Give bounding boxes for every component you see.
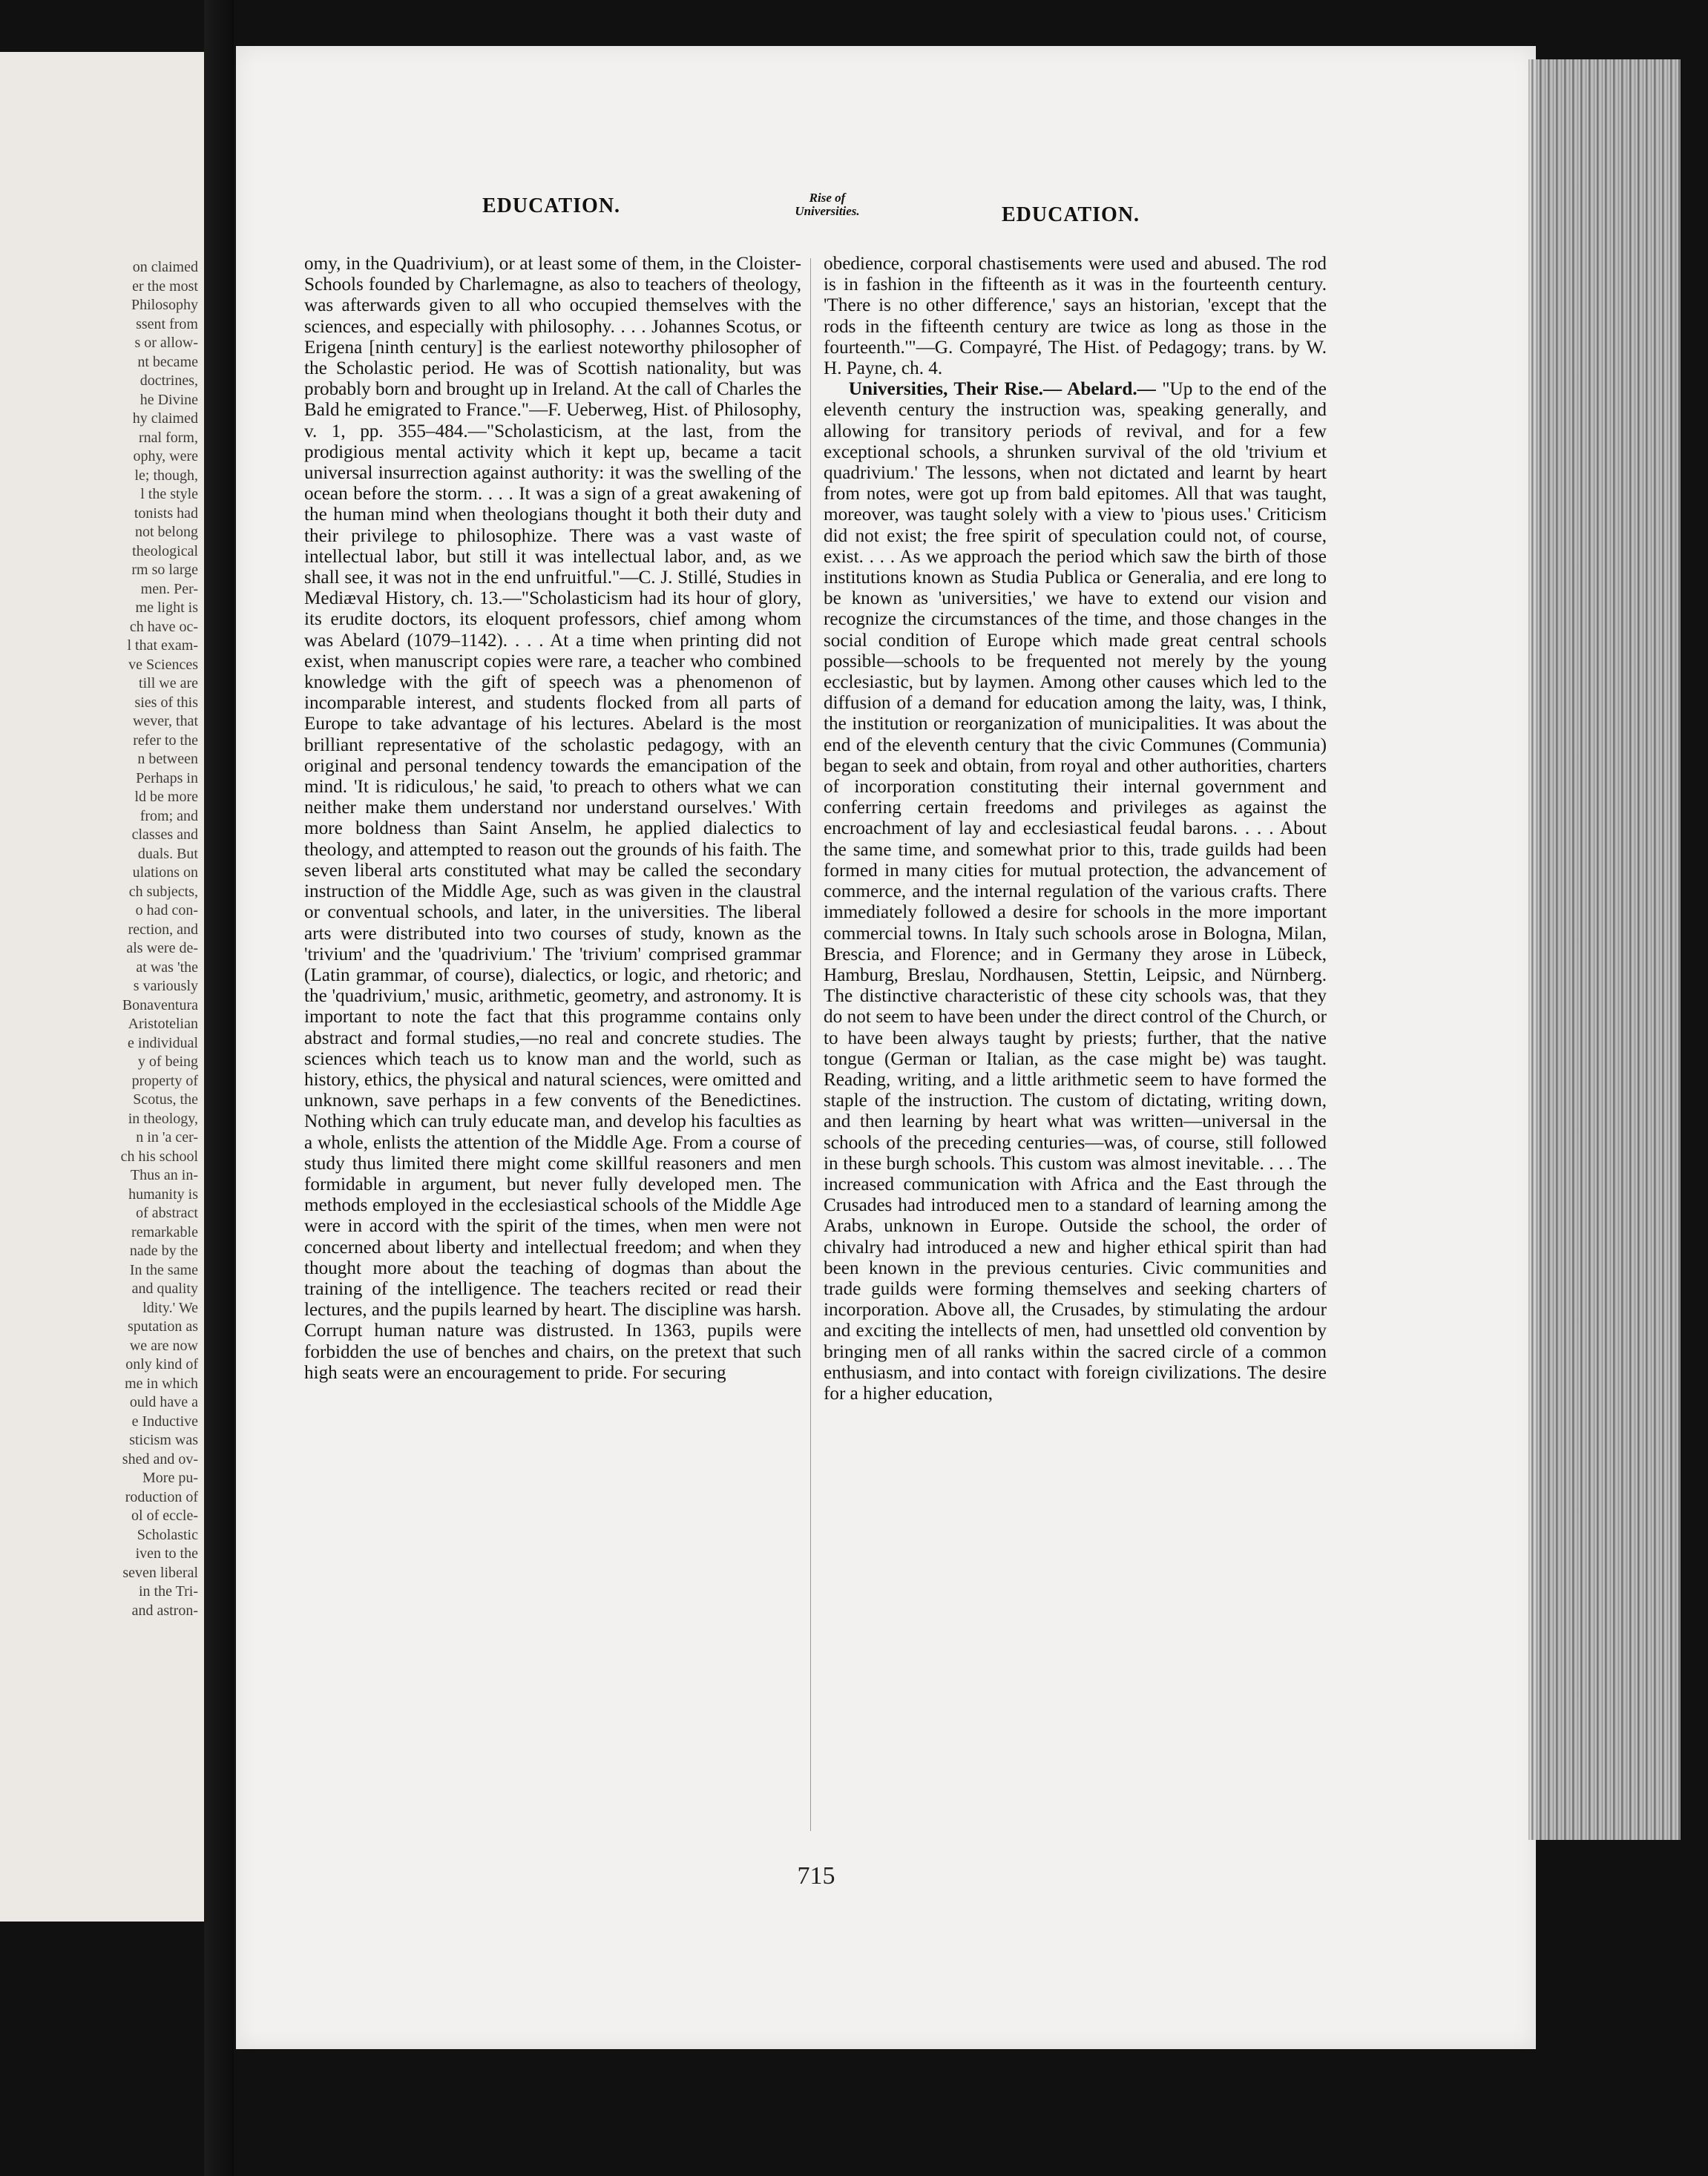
facing-page-line: me in which <box>125 1375 198 1392</box>
facing-page-line: me light is <box>135 599 198 616</box>
facing-page-line: ophy, were <box>133 448 198 464</box>
facing-page-line: ch subjects, <box>128 883 198 900</box>
facing-page-text <box>57 258 198 1620</box>
facing-page-line: theological <box>132 542 198 559</box>
column-divider <box>810 258 811 1831</box>
right-column-paragraph <box>824 379 1327 1404</box>
facing-page-line: on claimed <box>132 259 198 275</box>
facing-page <box>0 52 204 1922</box>
running-head-right: EDUCATION. <box>1002 203 1140 226</box>
facing-page-line: in the Tri- <box>138 1583 198 1600</box>
facing-page-line: y of being <box>137 1054 198 1070</box>
facing-page-line: roduction of <box>125 1488 198 1505</box>
page-edges <box>1528 59 1681 1840</box>
facing-page-line: Perhaps in <box>136 769 198 786</box>
facing-page-line: he Divine <box>139 391 198 408</box>
facing-page-line: er the most <box>132 277 198 295</box>
running-head-center <box>764 191 890 218</box>
facing-page-line: duals. But <box>137 845 198 862</box>
facing-page-line: seven liberal <box>122 1564 198 1581</box>
facing-page-line: doctrines, <box>139 372 198 389</box>
right-column <box>824 254 1327 1404</box>
facing-page-line: we are now <box>129 1337 198 1354</box>
facing-page-line: from; and <box>139 807 198 824</box>
facing-page-line: not belong <box>135 524 198 540</box>
facing-page-line: n in 'a cer- <box>136 1129 198 1145</box>
facing-page-line: shed and ov- <box>122 1450 198 1467</box>
facing-page-line: Bonaventura <box>122 996 198 1013</box>
facing-page-line: humanity is <box>128 1186 198 1203</box>
facing-page-line: rection, and <box>128 921 198 938</box>
facing-page-line: ch his school <box>120 1148 198 1165</box>
facing-page-line: s or allow- <box>134 335 198 351</box>
facing-page-line: men. Per- <box>140 580 198 597</box>
facing-page-line: of abstract <box>136 1205 198 1221</box>
facing-page-line: ld be more <box>134 789 198 805</box>
facing-page-line: n between <box>137 751 198 767</box>
facing-page-line: classes and <box>131 826 198 843</box>
book-gutter <box>204 0 234 2176</box>
facing-page-line: property of <box>131 1072 198 1089</box>
right-column-text-1: obedience, corporal chastisements were used and abused. The rod is in fashion in the fifteenth as it was in the fourteenth century. 'There is no other difference,' says an historian, 'except that the rods in the fifteenth century are twice as long as those in the fourteenth.'"—G. Compayré, The Hist. of Pedagogy; trans. by W. H. Payne, ch. 4. <box>824 254 1327 379</box>
facing-page-line: Thus an in- <box>130 1167 198 1183</box>
running-head-center-line2: Universities. <box>795 204 860 218</box>
facing-page-line: Scholastic <box>137 1526 198 1543</box>
facing-page-line: l the style <box>140 486 198 502</box>
facing-page-line: tonists had <box>134 504 198 522</box>
facing-page-line: le; though, <box>134 467 198 484</box>
facing-page-line: till we are <box>139 675 198 691</box>
running-head-left: EDUCATION. <box>482 194 621 217</box>
facing-page-line: More pu- <box>142 1470 198 1486</box>
facing-page-line: in theology, <box>128 1110 198 1127</box>
facing-page-line: nt became <box>137 353 198 370</box>
facing-page-line: wever, that <box>132 713 198 729</box>
facing-page-line: sputation as <box>128 1318 198 1335</box>
facing-page-line: ssent from <box>136 315 198 332</box>
facing-page-line: ch have oc- <box>129 618 198 635</box>
facing-page-line: Aristotelian <box>128 1016 198 1032</box>
facing-page-line: rm so large <box>131 562 198 578</box>
facing-page-line: ldity.' We <box>142 1299 198 1316</box>
facing-page-line: s variously <box>133 978 198 994</box>
facing-page-line: Philosophy <box>131 297 198 313</box>
facing-page-line: at was 'the <box>136 959 198 976</box>
facing-page-line: sticism was <box>129 1432 198 1448</box>
facing-page-line: l that exam- <box>127 637 198 654</box>
left-column-text: omy, in the Quadrivium), or at least some of them, in the Cloister-Schools founded by Charlemagne, as also to teachers of theology, was afterwards given to all who occupied themselves with the sciences, and especially with philosophy. . . . Johannes Scotus, or Erigena [ninth century] is the earliest noteworthy philosopher of the Scholastic period. He was of Scottish nationality, but was probably born and brought up in Ireland. At the call of Charles the Bald he emigrated to France."—F. Ueberweg, Hist. of Philosophy, v. 1, pp. 355–484.—"Scholasticism, at the last, from the prodigious mental activity which it kept up, became a tacit universal insurrection against authority: it was the swelling of the ocean before the storm. . . . It was a sign of a great awakening of the human mind when theologians thought it both their duty and their privilege to philosophize. There was a vast waste of intellectual labor, but still it was intellectual labor, and, as we shall see, it was not in the end unfruitful."—C. J. Stillé, Studies in Mediæval History, ch. 13.—"Scholasticism had its hour of glory, its erudite doctors, its eloquent professors, chief among whom was Abelard (1079–1142). . . . At a time when printing did not exist, when manuscript copies were rare, a teacher who combined knowledge with the gift of speech was a phenomenon of incomparable interest, and students flocked from all parts of Europe to take advantage of his lectures. Abelard is the most brilliant representative of the scholastic pedagogy, with an original and personal tendency towards the emancipation of the mind. 'It is ridiculous,' he said, 'to preach to others what we can neither make them understand nor understand ourselves.' With more boldness than Saint Anselm, he applied dialectics to theology, and attempted to reason out the grounds of his faith. The seven liberal arts constituted what may be called the secondary instruction of the Middle Age, such as was given in the claustral or conventual schools, and later, in the universities. The liberal arts were distributed into two courses of study, known as the 'trivium' and the 'quadrivium.' The 'trivium' comprised grammar (Latin grammar, of course), dialectics, or logic, and rhetoric; and the 'quadrivium,' music, arithmetic, geometry, and astronomy. It is important to note the fact that this programme contains only abstract and formal studies,—no real and concrete studies. The sciences which teach us to know man and the world, such as history, ethics, the physical and natural sciences, were omitted and unknown, save perhaps in a few convents of the Benedictines. Nothing which can truly educate man, and develop his faculties as a whole, enlists the attention of the Middle Age. From a course of study thus limited there might come skillful reasoners and men formidable in argument, but never fully developed men. The methods employed in the ecclesiastical schools of the Middle Age were in accord with the spirit of the times, when men were not concerned about liberty and intellectual freedom; and when they thought more about the teaching of dogmas than about the training of the intelligence. The teachers recited or read their lectures, and the pupils learned by heart. The discipline was harsh. Corrupt human nature was distrusted. In 1363, pupils were forbidden the use of benches and chairs, on the pretext that such high seats were an encouragement to pride. For securing <box>304 254 801 1383</box>
facing-page-line: refer to the <box>133 732 198 749</box>
section-heading: Universities, Their Rise.— Abelard.— <box>848 379 1156 400</box>
right-column-text-2: "Up to the end of the eleventh century the instruction was, speaking generally, and allowing for transitory periods of revival, and for a few exceptional schools, a shrunken survival of the old 'trivium et quadrivium.' The lessons, when not dictated and learnt by heart from notes, were got up from bald epitomes. All that was taught, moreover, was taught solely with a view to 'pious uses.' Criticism did not exist; the free spirit of speculation could not, of course, exist. . . . As we approach the period which saw the birth of those institutions known as Studia Publica or Generalia, and ere long to be known as 'universities,' we have to extend our vision and recognize the circumstances of the time, and those changes in the social condition of Europe which made great central schools possible—schools to be frequented not merely by the young ecclesiastic, but by laymen. Among other causes which led to the diffusion of a demand for education among the laity, was, I think, the institution or reorganization of municipalities. It was about the end of the eleventh century that the civic Communes (Communia) began to seek and obtain, from royal and other authorities, charters of incorporation constituting their internal government and conferring certain freedoms and privileges as against the encroachment of lay and ecclesiastical feudal barons. . . . About the same time, and somewhat prior to this, trade guilds had been formed in many cities for mutual protection, the advancement of commerce, and the internal regulation of the various crafts. There immediately followed a desire for schools in the more important commercial towns. In Italy such schools arose in Bologna, Milan, Brescia, and Florence; and in Germany they arose in Lübeck, Hamburg, Breslau, Nordhausen, Stettin, Leipsic, and Nürnberg. The distinctive characteristic of these city schools was, that they do not seem to have been under the direct control of the Church, or to have been always taught by priests; further, that the native tongue (German or Italian, as the case might be) was taught. Reading, writing, and a little arithmetic seem to have formed the staple of the instruction. The custom of dictating, writing down, and then learning by heart what was written—universal in the schools of the preceding centuries—was, of course, still followed in these burgh schools. This custom was almost inevitable. . . . The increased communication with Africa and the East through the Crusades had introduced men to a standard of learning among the Arabs, unknown in Europe. Outside the school, the order of chivalry had introduced a new and higher ethical spirit than had been known in the previous centuries. Civic communities and trade guilds were forming themselves and seeking charters of incorporation. Above all, the Crusades, by stimulating the ardour and exciting the intellects of men, had unsettled old convention by bringing men of all ranks within the sacred circle of a common enthusiasm, and into contact with foreign civilizations. The desire for a higher education, <box>824 379 1327 1404</box>
facing-page-line: o had con- <box>135 902 198 918</box>
facing-page-line: and quality <box>131 1281 198 1297</box>
running-head-center-line1: Rise of <box>809 191 846 205</box>
facing-page-line: ould have a <box>129 1394 198 1410</box>
facing-page-line: ol of eccle- <box>131 1508 198 1524</box>
facing-page-line: als were de- <box>126 940 198 956</box>
page-number: 715 <box>797 1862 835 1890</box>
facing-page-line: Scotus, the <box>133 1091 198 1108</box>
facing-page-line: only kind of <box>125 1356 198 1373</box>
facing-page-line: sies of this <box>134 694 198 711</box>
left-column <box>304 254 801 1384</box>
facing-page-line: iven to the <box>135 1545 198 1562</box>
facing-page-line: ulations on <box>132 864 198 881</box>
facing-page-line: e individual <box>128 1034 198 1051</box>
facing-page-line: and astron- <box>131 1602 198 1619</box>
facing-page-line: e Inductive <box>131 1413 198 1430</box>
facing-page-line: ve Sciences <box>128 656 198 673</box>
facing-page-line: nade by the <box>129 1243 198 1259</box>
facing-page-line: hy claimed <box>132 410 198 427</box>
facing-page-line: In the same <box>129 1261 198 1278</box>
facing-page-line: remarkable <box>131 1223 198 1240</box>
facing-page-line: rnal form, <box>139 429 198 446</box>
